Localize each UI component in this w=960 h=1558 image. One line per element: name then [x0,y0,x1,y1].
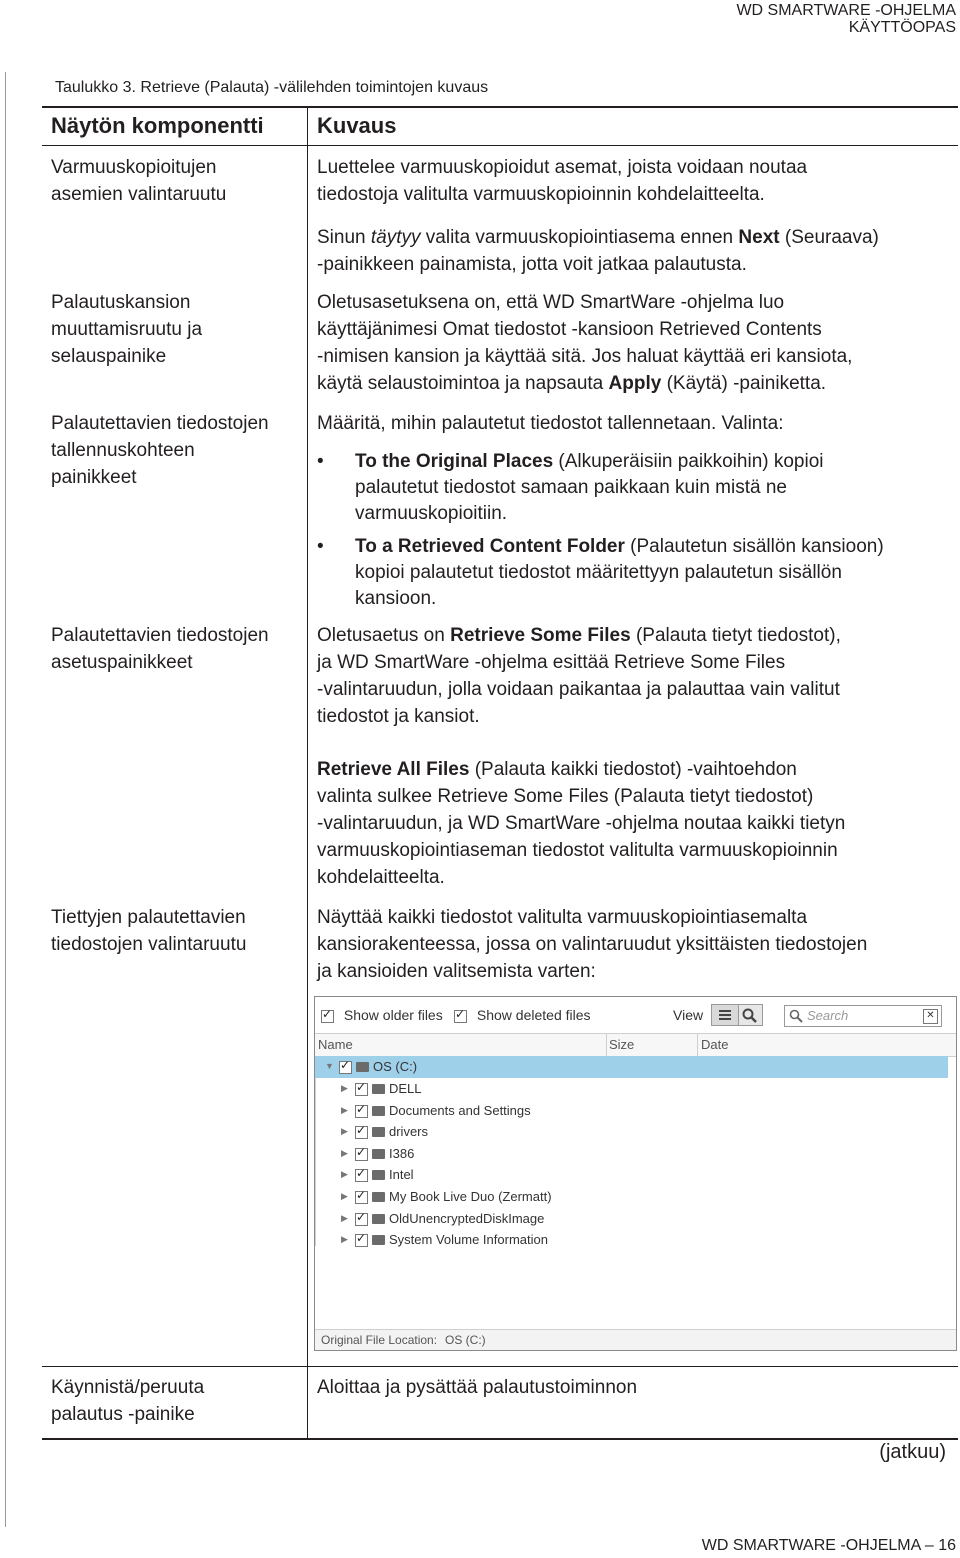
show-deleted-files-option[interactable]: ✓ Show deleted files [454,1007,591,1023]
bullet-original-places: • To the Original Places (Alkuperäisiin paikkoihin) kopioi palautetut tiedostot samaan paikkaan kuin mistä ne varmuuskopioitiin. [317,451,824,524]
row6-top-rule [42,1366,958,1367]
table-caption: Taulukko 3. Retrieve (Palauta) -välilehden toimintojen kuvaus [55,79,489,96]
folder-icon [372,1084,385,1094]
folder-icon [372,1235,385,1245]
table-top-rule [42,106,958,108]
row4-paragraph-2: Retrieve All Files (Palauta kaikki tiedostot) -vaihtoehdon valinta sulkee Retrieve Some Files (Palauta tietyt tiedostot) -valintaruudun, ja WD SmartWare -ohjelma noutaa kaikki tietyn varmuuskopiointiaseman tiedostot valitulta varmuuskopioinnin kohdelaitteelta. [317,759,846,888]
expand-arrow-icon[interactable]: ▶ [341,1105,348,1115]
folder-icon [372,1127,385,1137]
search-input[interactable]: Search ✕ [784,1005,942,1027]
row1-component: Varmuuskopioitujen asemien valintaruutu [51,157,227,205]
row4-paragraph-1: Oletusaetus on Retrieve Some Files (Palauta tietyt tiedostot), ja WD SmartWare -ohjelma esittää Retrieve Some Files -valintaruudun, jolla voidaan paikantaa ja palauttaa vain valitut tiedostot ja kansiot. [317,625,841,727]
tree-checkbox[interactable] [355,1105,368,1118]
tree-row[interactable]: ▶ ✓ System Volume Information [315,1229,948,1251]
tree-row[interactable]: ▶ ✓ drivers [315,1121,948,1143]
tree-checkbox[interactable] [339,1061,352,1074]
folder-icon [372,1192,385,1202]
row3-component: Palautettavien tiedostojen tallennuskohteen painikkeet [51,413,269,488]
row3-intro: Määritä, mihin palautetut tiedostot tallennetaan. Valinta: [317,413,784,434]
show-deleted-checkbox[interactable] [454,1010,467,1023]
collapse-arrow-icon[interactable]: ▼ [325,1061,334,1071]
tree-row[interactable]: ▶ ✓ My Book Live Duo (Zermatt) [315,1186,948,1208]
header-line-2: KÄYTTÖOPAS [848,19,956,36]
screenshot-toolbar [315,997,956,1031]
column-separator [307,108,308,1438]
tree-row[interactable]: ▶ ✓ I386 [315,1143,948,1165]
col-name-header[interactable]: Name [318,1037,353,1052]
continued-note: (jatkuu) [879,1441,946,1463]
expand-arrow-icon[interactable]: ▶ [341,1126,348,1136]
retrieve-some-files-screenshot [314,996,957,1351]
tree-checkbox[interactable] [355,1169,368,1182]
row2-component: Palautuskansion muuttamisruutu ja selauspainike [51,292,203,367]
status-value: OS (C:) [445,1333,486,1347]
header-line-1: WD SMARTWARE -OHJELMA [736,2,956,19]
clear-search-icon[interactable]: ✕ [923,1009,938,1024]
row5-component: Tiettyjen palautettavien tiedostojen valintaruutu [51,907,247,955]
table-bottom-rule [42,1438,958,1440]
row6-component: Käynnistä/peruuta palautus -painike [51,1377,205,1425]
expand-arrow-icon[interactable]: ▶ [341,1191,348,1201]
expand-arrow-icon[interactable]: ▶ [341,1083,348,1093]
bullet-retrieved-folder: • To a Retrieved Content Folder (Palautetun sisällön kansioon) kopioi palautetut tiedostot määritettyyn palautetun sisällön kansioon. [317,536,884,609]
tree-checkbox[interactable] [355,1213,368,1226]
tree-checkbox[interactable] [355,1234,368,1247]
expand-arrow-icon[interactable]: ▶ [341,1213,348,1223]
folder-icon [372,1106,385,1116]
col-date-header[interactable]: Date [701,1037,729,1052]
left-margin-rule [5,72,6,1527]
row2-description: Oletusasetuksena on, että WD SmartWare -ohjelma luo käyttäjänimesi Omat tiedostot -kansioon Retrieved Contents -nimisen kansion ja käyttää sitä. Jos haluat käyttää eri kansiota, käytä selaustoimintoa ja napsauta Apply (Käytä) -painiketta. [317,292,853,394]
running-header [736,2,956,36]
row5-description: Näyttää kaikki tiedostot valitulta varmuuskopiointiasemalta kansiorakenteessa, jossa on valintaruudut yksittäisten tiedostojen ja kansioiden valitsemista varten: [317,907,868,982]
folder-icon [372,1149,385,1159]
tree-row[interactable]: ▶ ✓ DELL [315,1078,948,1100]
row1-description-1: Luettelee varmuuskopioidut asemat, joista voidaan noutaa tiedostoja valitulta varmuuskopioinnin kohdelaitteelta. [317,157,808,205]
row1-description-2: Sinun täytyy valita varmuuskopiointiasema ennen Next (Seuraava) -painikkeen painamista, jotta voit jatkaa palautusta. [317,227,879,275]
col2-header: Kuvaus [317,113,397,138]
tree-checkbox[interactable] [355,1191,368,1204]
tree-checkbox[interactable] [355,1126,368,1139]
search-icon [788,1008,804,1027]
folder-icon [372,1170,385,1180]
folder-icon [356,1062,369,1072]
folder-icon [372,1214,385,1224]
view-toggle[interactable] [711,1004,763,1026]
tree-checkbox[interactable] [355,1148,368,1161]
col1-header: Näytön komponentti [51,113,264,138]
tree-checkbox[interactable] [355,1083,368,1096]
show-older-files-option[interactable]: ✓ Show older files [321,1007,443,1023]
tree-row[interactable]: ▶ ✓ OldUnencryptedDiskImage [315,1208,948,1230]
tree-row-root[interactable]: ▼ ✓ OS (C:) [315,1056,948,1078]
show-older-checkbox[interactable] [321,1010,334,1023]
tree-row[interactable]: ▶ ✓ Intel [315,1164,948,1186]
expand-arrow-icon[interactable]: ▶ [341,1148,348,1158]
row4-component: Palautettavien tiedostojen asetuspainikkeet [51,625,269,673]
tree-row[interactable]: ▶ ✓ Documents and Settings [315,1100,948,1122]
column-header-row [315,1033,956,1057]
list-view-icon[interactable] [712,1005,739,1025]
header-rule [42,145,958,146]
view-label: View [673,1007,704,1023]
status-label: Original File Location: [321,1333,438,1347]
col-size-header[interactable]: Size [609,1037,635,1052]
magnify-icon[interactable] [738,1005,762,1028]
expand-arrow-icon[interactable]: ▶ [341,1169,348,1179]
row6-description: Aloittaa ja pysättää palautustoiminnon [317,1377,638,1398]
expand-arrow-icon[interactable]: ▶ [341,1234,348,1244]
status-bar [315,1329,956,1350]
page-footer: WD SMARTWARE -OHJELMA – 16 [701,1537,956,1554]
